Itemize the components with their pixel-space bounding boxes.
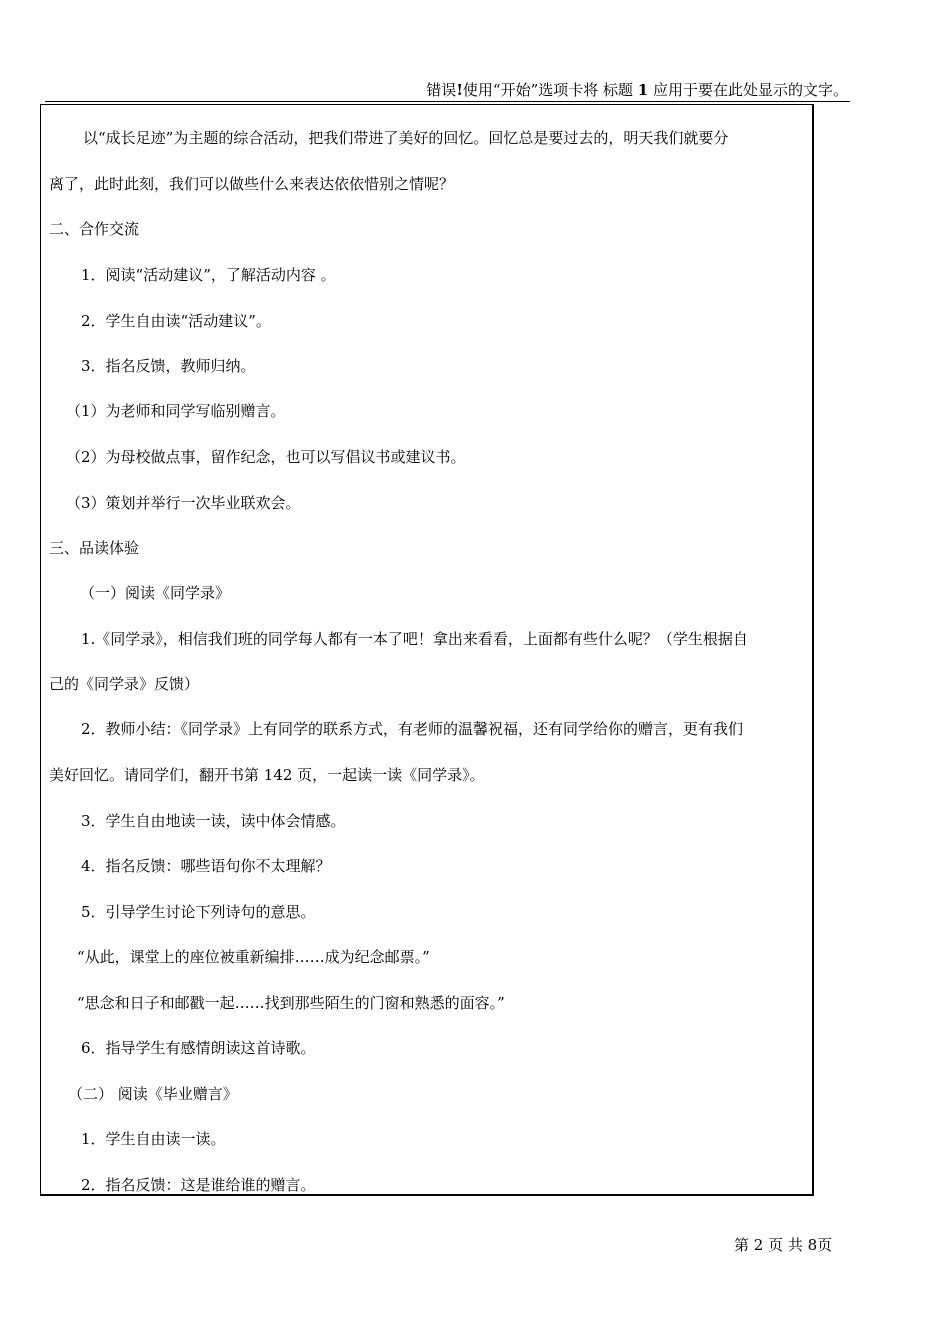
section-2-item-1: 1．阅读“活动建议”，了解活动内容 。	[81, 266, 336, 284]
section-3-part-1-item-2-line-2: 美好回忆。请同学们，翻开书第 142 页，一起读一读《同学录》。	[49, 766, 485, 784]
intro-line-2: 离了，此时此刻，我们可以做些什么来表达依依惜别之情呢？	[49, 175, 455, 193]
page-header	[0, 80, 848, 100]
intro-line-1: 以“成长足迹”为主题的综合活动，把我们带进了美好的回忆。回忆总是要过去的，明天我们就要分	[83, 129, 729, 147]
section-3-part-1-heading: （一）阅读《同学录》	[80, 584, 231, 602]
header-rule	[45, 101, 850, 102]
section-3-part-2-item-2: 2．指名反馈：这是谁给谁的赠言。	[81, 1176, 316, 1194]
section-3-part-1-item-3: 3．学生自由地读一读，读中体会情感。	[81, 812, 346, 830]
section-3-heading: 三、品读体验	[49, 539, 140, 557]
section-2-subitem-3: （3）策划并举行一次毕业联欢会。	[66, 494, 301, 512]
section-3-part-1-item-4: 4．指名反馈：哪些语句你不太理解？	[81, 857, 331, 875]
header-error-text: 错误	[426, 81, 457, 99]
header-instruction-text: 使用“开始”选项卡将 标题	[462, 81, 638, 99]
section-3-part-1-item-6: 6．指导学生有感情朗读这首诗歌。	[81, 1039, 316, 1057]
section-2-item-3: 3．指名反馈，教师归纳。	[81, 357, 256, 375]
section-2-item-2: 2．学生自由读“活动建议”。	[81, 312, 271, 330]
section-2-subitem-1: （1）为老师和同学写临别赠言。	[66, 402, 286, 420]
section-3-part-1-item-5: 5．引导学生讨论下列诗句的意思。	[81, 903, 316, 921]
poem-quote-2: “思念和日子和邮戳一起……找到那些陌生的门窗和熟悉的面容。”	[77, 994, 505, 1012]
section-3-part-2-heading: （二） 阅读《毕业赠言》	[68, 1085, 238, 1103]
section-2-heading: 二、合作交流	[49, 220, 140, 238]
section-3-part-1-item-2-line-1: 2．教师小结：《同学录》上有同学的联系方式，有老师的温馨祝福，还有同学给你的赠言，更有我们	[81, 720, 744, 738]
header-heading-number: 1	[637, 81, 649, 99]
header-instruction-tail: 应用于要在此处显示的文字。	[648, 81, 848, 99]
section-3-part-2-item-1: 1．学生自由读一读。	[81, 1130, 226, 1148]
section-3-part-1-item-1-line-2: 己的《同学录》反馈）	[49, 675, 200, 693]
page-number-footer: 第 2 页 共 8页	[734, 1236, 833, 1254]
section-2-subitem-2: （2）为母校做点事，留作纪念，也可以写倡议书或建议书。	[66, 448, 466, 466]
header-exclamation: !	[456, 81, 463, 99]
section-3-part-1-item-1-line-1: 1.《同学录》，相信我们班的同学每人都有一本了吧！拿出来看看，上面都有些什么呢？（学生根据自	[81, 630, 748, 648]
poem-quote-1: “从此，课堂上的座位被重新编排……成为纪念邮票。”	[77, 948, 430, 966]
